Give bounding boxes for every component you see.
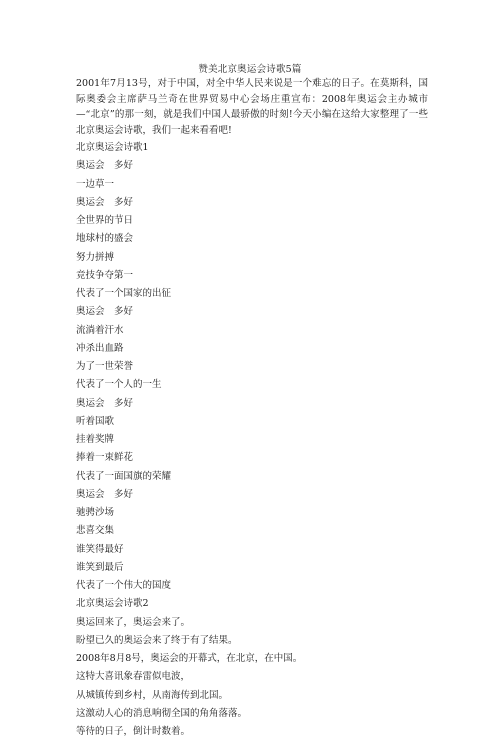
poem-line: 北京奥运会诗歌2: [76, 598, 149, 610]
poem-line: 为了一世荣誉: [76, 361, 134, 372]
poem-line: 流淌着汗水: [76, 324, 124, 336]
poem-line: 冲杀出血路: [76, 342, 124, 354]
poem-line: 代表了一个国家的出征: [76, 288, 172, 299]
poem-line: 代表了一个人的一生: [76, 379, 162, 391]
poem-line: 这特大喜讯象春雷似电波，: [76, 671, 191, 683]
poem-line: 奥运会 多好: [76, 196, 134, 208]
poem-line: 谁笑到最后: [76, 561, 124, 573]
poem-line: 谁笑得最好: [76, 543, 124, 555]
poem-line: 代表了一个伟大的国度: [76, 580, 172, 591]
poem-line: 地球村的盛会: [76, 233, 134, 245]
poem-line: 奥运会 多好: [76, 160, 134, 172]
poem-line: 代表了一面国旗的荣耀: [76, 470, 172, 482]
poem-line: 挂着奖牌: [76, 434, 115, 445]
poem-line: 努力拼搏: [76, 251, 115, 263]
poem-line: 奥运回来了，奥运会来了。: [76, 616, 191, 628]
poem-line: 盼望已久的奥运会来了终于有了结果。: [76, 634, 238, 646]
intro-paragraph: 2001年7月13号，对于中国，对全中华人民来说是一个难忘的日子。在莫斯科，国际奥委会主席萨马兰奇在世界贸易中心会场庄重宣布：2008年奥运会主办城市—“北京”的那一刻，就是我们中国人最骄傲的时刻!今天小编在这给大家整理了一些北京奥运会诗歌，我们一起来看看吧!: [76, 78, 428, 136]
poem-line: 一边草一: [76, 178, 115, 190]
poem-line: 悲喜交集: [76, 525, 115, 537]
poem-line: 奥运会 多好: [76, 397, 134, 409]
poem-line: 驰骋沙场: [76, 507, 115, 518]
poem-line: 全世界的节日: [76, 215, 134, 226]
poem-line: 从城镇传到乡村，从南海传到北国。: [76, 689, 229, 701]
poem-lines: [76, 139, 428, 741]
poem-line: 北京奥运会诗歌1: [76, 142, 149, 153]
poem-line: 2008年8月8号，奥运会的开幕式，在北京，在中国。: [76, 653, 303, 664]
poem-line: 等待的日子，倒计时数着。: [76, 726, 191, 737]
poem-line: 奥运会 多好: [76, 306, 134, 318]
poem-line: 竞技争夺第一: [76, 269, 134, 281]
poem-line: 这激动人心的消息响彻全国的角角落落。: [76, 707, 248, 719]
poem-line: 奥运会 多好: [76, 488, 134, 500]
poem-line: 捧着一束鲜花: [76, 452, 134, 464]
poem-line: 听着国歌: [76, 415, 115, 427]
document-title: 赞美北京奥运会诗歌5篇: [198, 64, 302, 75]
